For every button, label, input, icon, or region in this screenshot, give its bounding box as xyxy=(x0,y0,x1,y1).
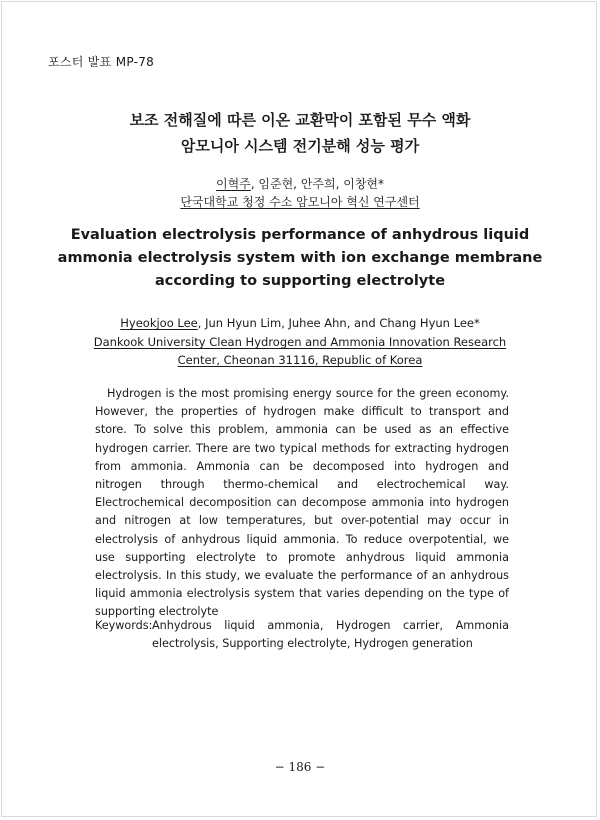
keywords-text: Anhydrous liquid ammonia, Hydrogen carrier, Ammonia electrolysis, Supporting electrolyte, Hydrogen generation xyxy=(152,619,509,651)
english-title-line: Evaluation electrolysis performance of anhydrous liquid xyxy=(70,227,530,243)
abstract-text: Hydrogen is the most promising energy source for the green economy. However, the properties of hydrogen make difficult to transport and store. To solve this problem, ammonia can be used as an effective hydrogen carrier. There are two typical methods for extracting hydrogen from ammonia. Ammonia can be decomposed into hydrogen and nitrogen through thermo-chemical and electrochemical way. Electrochemical decomposition can decompose ammonia into hydrogen and nitrogen at low temperatures, but over-potential may occur in electrolysis of anhydrous liquid ammonia. To reduce overpotential, we use supporting electrolyte to promote anhydrous liquid ammonia electrolysis. In this study, we evaluate the performance of an anhydrous liquid ammonia electrolysis system that varies depending on the type of supporting electrolyte xyxy=(95,387,509,619)
korean-affiliation: 단국대학교 청정 수소 암모니아 혁신 연구센터 xyxy=(180,195,420,209)
keywords xyxy=(95,617,509,653)
korean-title-line: 보조 전해질에 따른 이온 교환막이 포함된 무수 액화 xyxy=(129,111,471,129)
english-coauthors: , Jun Hyun Lim, Juhee Ahn, and Chang Hyun Lee* xyxy=(197,316,480,330)
korean-coauthors: , 임준현, 안주희, 이창현* xyxy=(250,177,384,191)
english-affiliation-line: Center, Cheonan 31116, Republic of Korea xyxy=(177,353,423,367)
english-presenting-author: Hyeokjoo Lee xyxy=(120,316,198,330)
korean-authors xyxy=(0,175,600,192)
english-affiliation xyxy=(0,333,600,369)
english-affiliation-line: Dankook University Clean Hydrogen and Ammonia Innovation Research xyxy=(93,335,507,349)
english-title-line: ammonia electrolysis system with ion exchange membrane xyxy=(57,250,543,266)
english-authors xyxy=(0,316,600,330)
page-number: − 186 − xyxy=(274,760,326,774)
english-title-line: according to supporting electrolyte xyxy=(154,273,446,289)
abstract xyxy=(95,385,509,622)
korean-title xyxy=(0,107,600,159)
keywords-label: Keywords: xyxy=(95,619,153,632)
korean-presenting-author: 이혁주 xyxy=(216,177,251,191)
poster-session-label: 포스터 발표 MP-78 xyxy=(48,55,155,69)
english-title xyxy=(0,224,600,293)
korean-title-line: 암모니아 시스템 전기분해 성능 평가 xyxy=(180,137,420,155)
